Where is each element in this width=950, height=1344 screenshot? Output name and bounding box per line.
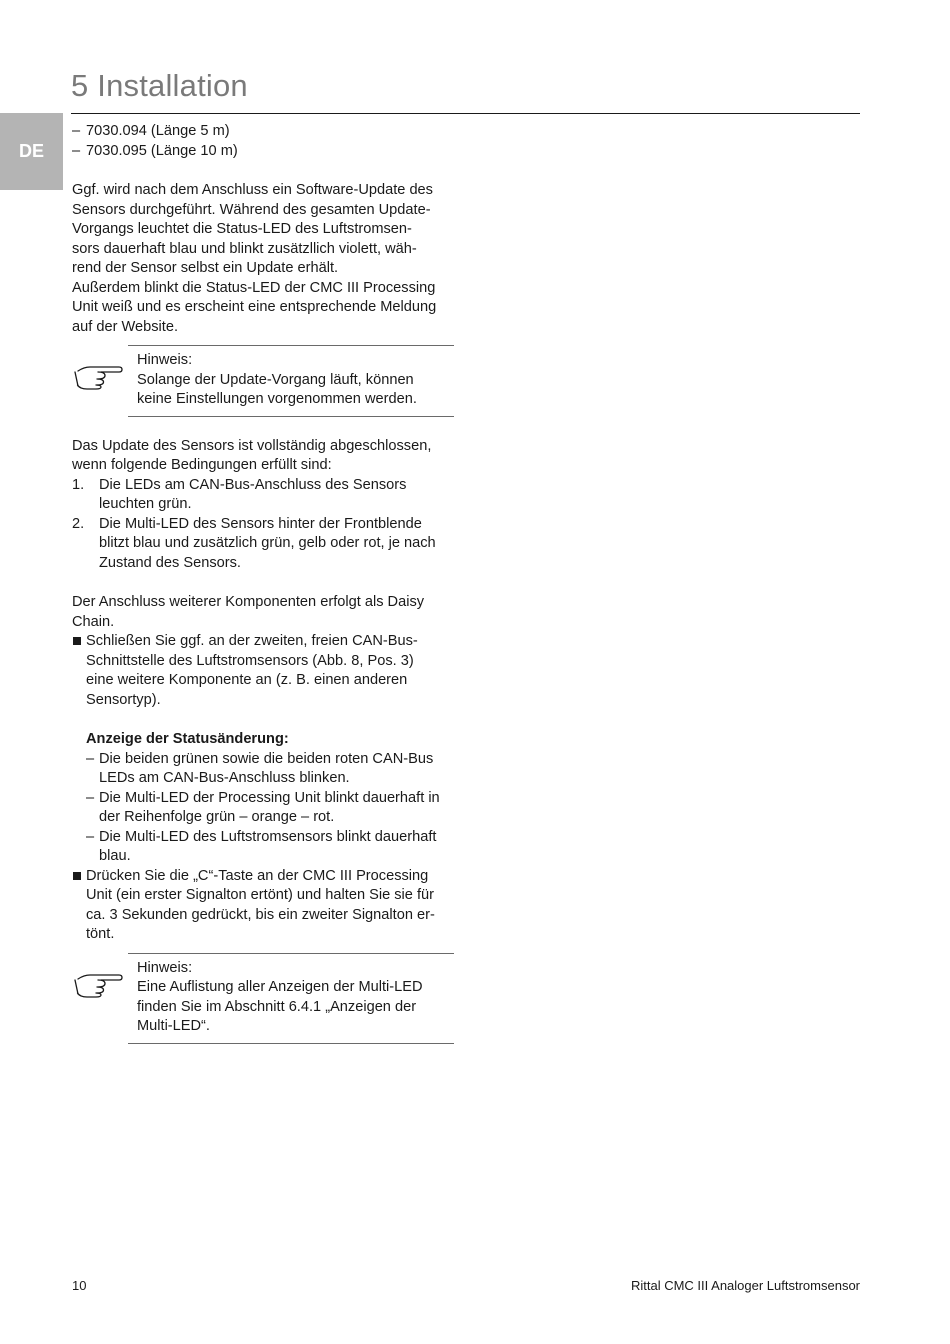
- condition-item: 1. Die LEDs am CAN-Bus-Anschluss des Sensors leuchten grün.: [72, 476, 407, 512]
- paragraph-update: Ggf. wird nach dem Anschluss ein Software-Update des Sensors durchgeführt. Während des gesamten Update- Vorgangs leuchtet die Status-LED des Luftstromsen- sors dauerhaft blau und blinkt zusätzllich violett, wäh- rend der Sensor selbst ein Update erhält. Außerdem blinkt die Status-LED der CMC III Processing Unit weiß und es erscheint eine entsprechende Meldung auf der Website.: [72, 182, 437, 335]
- page-number: 10: [72, 1278, 87, 1293]
- article-item: – 7030.095 (Länge 10 m): [72, 142, 454, 162]
- language-tab: DE: [0, 113, 63, 190]
- note-box: [128, 953, 454, 1044]
- article-list: [72, 122, 454, 161]
- step-item: Schließen Sie ggf. an der zweiten, freien CAN-Bus- Schnittstelle des Luftstromsensors (Abb. 8, Pos. 3) eine weitere Komponente an (z. B. einen anderen Sensortyp).: [72, 632, 454, 710]
- note-text: Eine Auflistung aller Anzeigen der Multi-LED finden Sie im Abschnitt 6.4.1 „Anzeigen der Multi-LED“.: [137, 979, 423, 1034]
- note-label: Hinweis:: [137, 959, 193, 976]
- main-content: [72, 122, 454, 1044]
- condition-item: 2. Die Multi-LED des Sensors hinter der Frontblende blitzt blau und zusätzlich grün, gelb oder rot, je nach Zustand des Sensors.: [72, 515, 436, 571]
- square-bullet-icon: [73, 872, 81, 880]
- status-list: [72, 750, 454, 867]
- note-text: Solange der Update-Vorgang läuft, können keine Einstellungen vorgenommen werden.: [137, 371, 417, 407]
- title-divider: [71, 113, 860, 114]
- square-bullet-icon: [73, 637, 81, 645]
- pointing-hand-icon: [74, 968, 124, 998]
- step-list: [72, 632, 454, 710]
- chapter-title: 5 Installation: [71, 68, 248, 103]
- status-item: – Die Multi-LED der Processing Unit blinkt dauerhaft in der Reihenfolge grün – orange – rot.: [72, 789, 454, 828]
- step-list: [72, 867, 454, 945]
- status-item: – Die Multi-LED des Luftstromsensors blinkt dauerhaft blau.: [72, 828, 454, 867]
- status-heading: Anzeige der Statusänderung:: [86, 731, 289, 747]
- note-box: [128, 345, 454, 417]
- conditions-list: [72, 476, 454, 574]
- footer-document-title: Rittal CMC III Analoger Luftstromsensor: [630, 1278, 860, 1293]
- paragraph-update-complete: Das Update des Sensors ist vollständig abgeschlossen, wenn folgende Bedingungen erfüllt sind:: [72, 437, 432, 473]
- article-item: – 7030.094 (Länge 5 m): [72, 122, 454, 142]
- status-item: – Die beiden grünen sowie die beiden roten CAN-Bus LEDs am CAN-Bus-Anschluss blinken.: [72, 750, 454, 789]
- paragraph-daisy-chain: Der Anschluss weiterer Komponenten erfolgt als Daisy Chain.: [72, 594, 425, 630]
- step-item: Drücken Sie die „C“-Taste an der CMC III Processing Unit (ein erster Signalton ertönt) und halten Sie sie für ca. 3 Sekunden gedrückt, bis ein zweiter Signalton er- tönt.: [72, 867, 454, 945]
- note-label: Hinweis:: [137, 352, 193, 368]
- pointing-hand-icon: [74, 360, 124, 390]
